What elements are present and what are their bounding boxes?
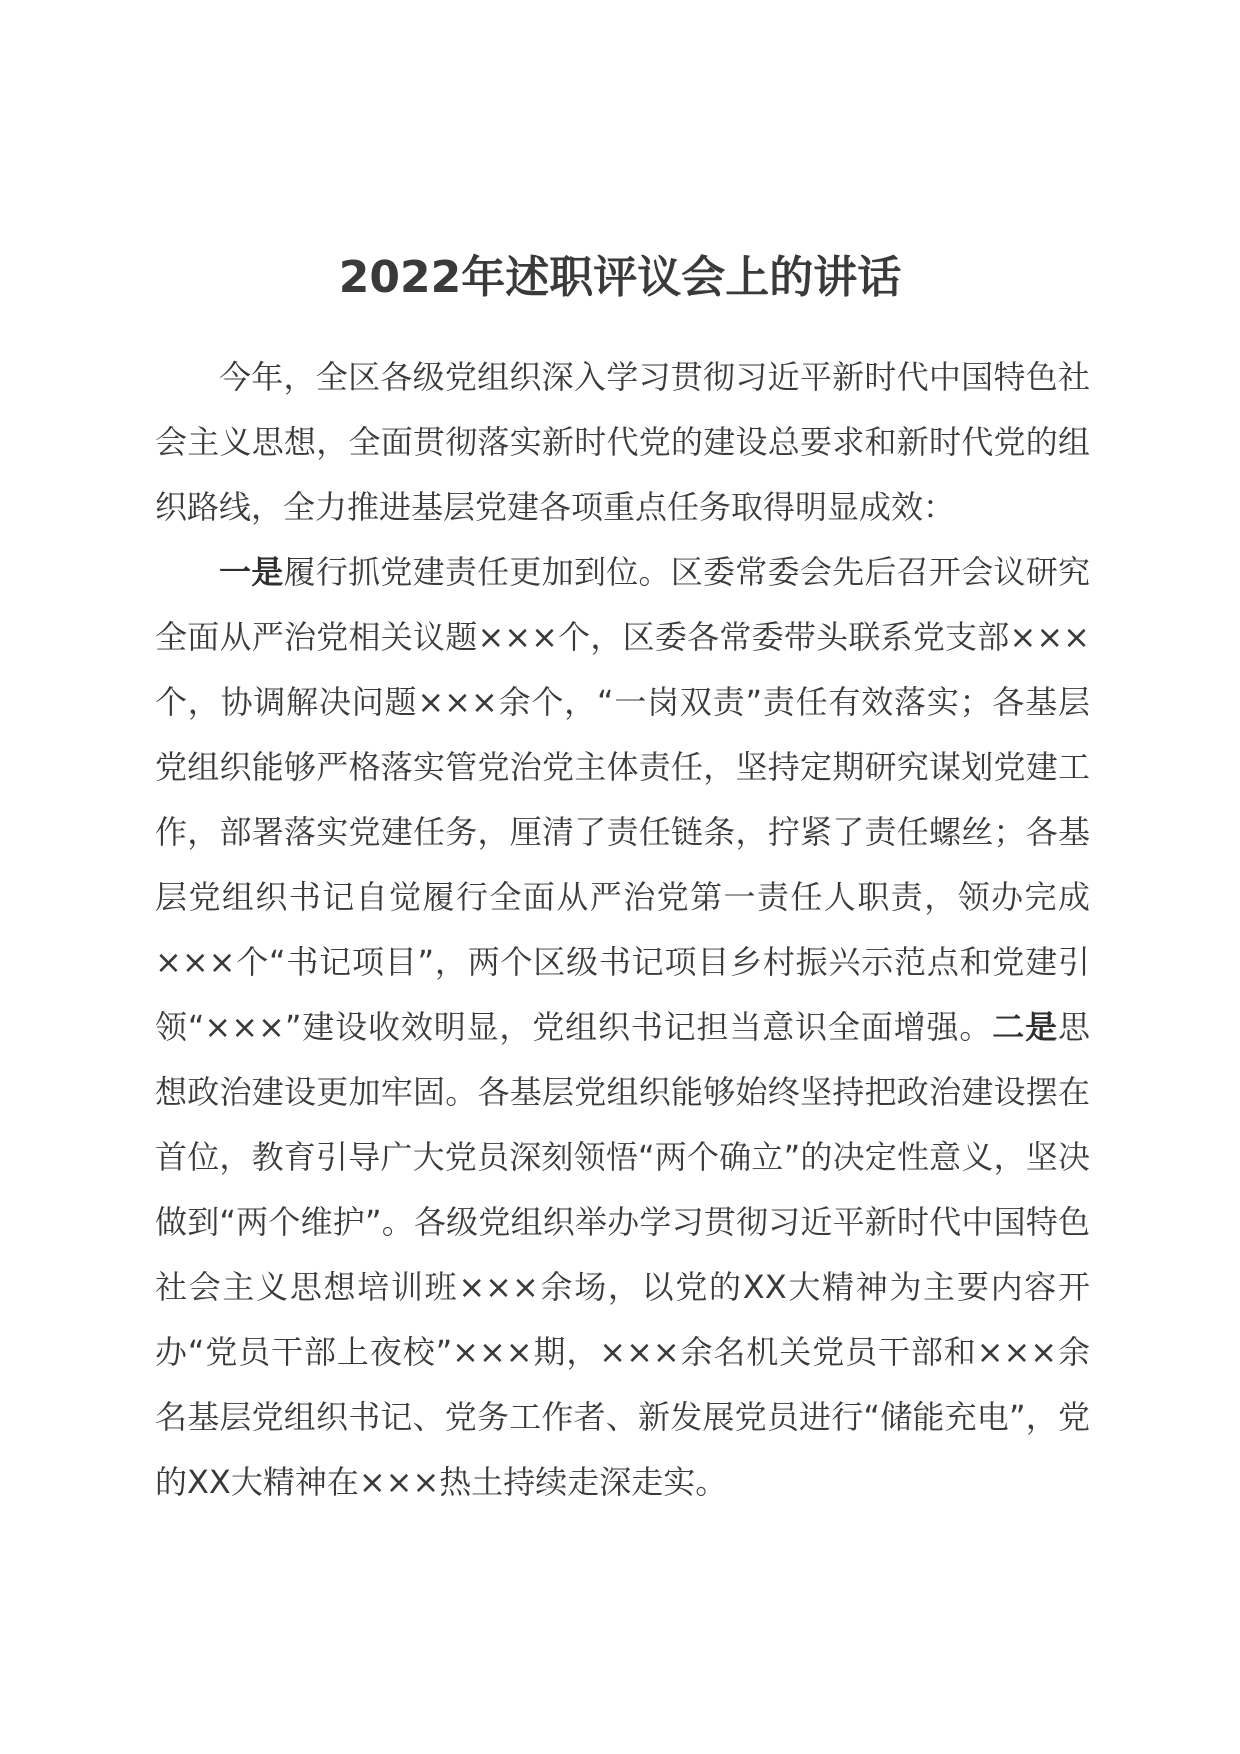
lead-in-first: 一是: [219, 553, 284, 591]
document-title: 2022年述职评议会上的讲话: [338, 252, 902, 303]
document-body: [155, 345, 1090, 1515]
paragraph-text: 今年，全区各级党组织深入学习贯彻习近平新时代中国特色社会主义思想，全面贯彻落实新时代党的建设总要求和新时代党的组织路线，全力推进基层党建各项重点任务取得明显成效：: [155, 358, 1090, 526]
paragraph-text: 思想政治建设更加牢固。各基层党组织能够始终坚持把政治建设摆在首位，教育引导广大党员深刻领悟“两个确立”的决定性意义，坚决做到“两个维护”。各级党组织举办学习贯彻习近平新时代中国特色社会主义思想培训班×××余场，以党的XX大精神为主要内容开办“党员干部上夜校”×××期，×××余名机关党员干部和×××余名基层党组织书记、党务工作者、新发展党员进行“储能充电”，党的XX大精神在×××热土持续走深走实。: [155, 1008, 1090, 1501]
paragraph-main: [155, 540, 1090, 1515]
paragraph-text: 履行抓党建责任更加到位。区委常委会先后召开会议研究全面从严治党相关议题×××个，区委各常委带头联系党支部×××个，协调解决问题×××余个，“一岗双责”责任有效落实；各基层党组织能够严格落实管党治党主体责任，坚持定期研究谋划党建工作，部署落实党建任务，厘清了责任链条，拧紧了责任螺丝；各基层党组织书记自觉履行全面从严治党第一责任人职责，领办完成×××个“书记项目”，两个区级书记项目乡村振兴示范点和党建引领“×××”建设收效明显，党组织书记担当意识全面增强。: [155, 553, 1090, 1046]
lead-in-second: 二是: [992, 1008, 1058, 1046]
paragraph-intro: [155, 345, 1090, 540]
